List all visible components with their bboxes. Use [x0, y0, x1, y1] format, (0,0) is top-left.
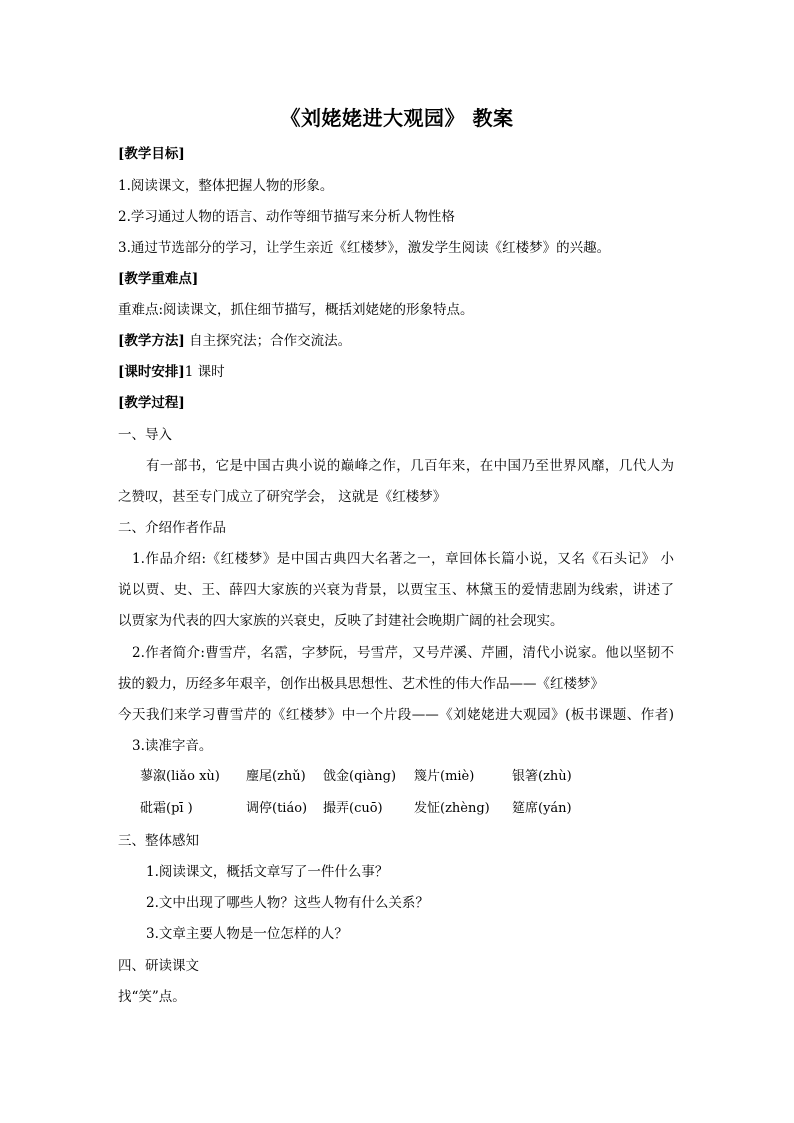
pronunciation-heading: 3.读准字音。 [132, 738, 213, 754]
author-intro-line-1: 2.作者简介:曹雪芹，名霑，字梦阮，号雪芹，又号芹溪、芹圃，清代小说家。他以坚韧不 [132, 645, 674, 661]
work-intro-line-3: 以贾家为代表的四大家族的兴衰史，反映了封建社会晚期广阔的社会现实。 [118, 613, 564, 629]
pinyin-item: 砒霜(pī ) [140, 801, 193, 816]
question-1: 1.阅读课文，概括文章写了一件什么事？ [146, 864, 389, 880]
question-2: 2.文中出现了哪些人物？这些人物有什么关系？ [146, 895, 429, 911]
pinyin-item: 蓼溆(liǎo xù) [140, 769, 220, 784]
pinyin-item: 撮弄(cuō) [323, 801, 383, 816]
author-intro-line-2: 拔的毅力，历经多年艰辛，创作出极具思想性、艺术性的伟大作品——《红楼梦》 [118, 676, 604, 692]
part-heading-intro: 一、导入 [118, 427, 172, 443]
schedule-text: 1 课时 [184, 364, 225, 380]
question-3: 3.文章主要人物是一位怎样的人？ [146, 926, 348, 942]
part-heading-study: 四、研读课文 [118, 958, 199, 974]
part-heading-author-work: 二、介绍作者作品 [118, 520, 226, 536]
pinyin-item: 调停(tiáo) [246, 801, 308, 816]
intro-paragraph-line-1: 有一部书，它是中国古典小说的巅峰之作，几百年来，在中国乃至世界风靡，几代人为 [146, 458, 674, 474]
teaching-method-line [118, 331, 351, 351]
section-heading-key-points: [教学重难点] [118, 271, 199, 287]
pinyin-item: 篾片(miè) [414, 769, 475, 784]
find-laugh-text: 找“笑”点。 [118, 989, 186, 1005]
pinyin-item: 戗金(qiàng) [323, 769, 397, 784]
schedule-line [118, 362, 225, 382]
pinyin-item: 银箸(zhù) [512, 769, 572, 784]
teaching-method-label: [教学方法] [118, 333, 185, 349]
today-lesson-line: 今天我们来学习曹雪芹的《红楼梦》中一个片段——《刘姥姥进大观园》(板书课题、作者) [118, 707, 674, 723]
part-heading-overall: 三、整体感知 [118, 833, 199, 849]
teaching-method-text: 自主探究法；合作交流法。 [184, 333, 352, 349]
work-intro-line-2: 说以贾、史、王、薛四大家族的兴衰为背景，以贾宝玉、林黛玉的爱情悲剧为线索，讲述了 [118, 582, 674, 598]
section-heading-process: [教学过程] [118, 395, 185, 411]
goal-item-2: 2.学习通过人物的语言、动作等细节描写来分析人物性格 [118, 209, 455, 225]
document-title: 《刘姥姥进大观园》 教案 [280, 106, 514, 130]
work-intro-line-1: 1.作品介绍:《红楼梦》是中国古典四大名著之一，章回体长篇小说，又名《石头记》 小 [132, 551, 674, 567]
goal-item-3: 3.通过节选部分的学习，让学生亲近《红楼梦》，激发学生阅读《红楼梦》的兴趣。 [118, 240, 611, 256]
pinyin-item: 麈尾(zhǔ) [246, 769, 306, 784]
pinyin-item: 筵席(yán) [512, 801, 572, 816]
key-points-text: 重难点:阅读课文，抓住细节描写，概括刘姥姥的形象特点。 [118, 302, 474, 318]
section-heading-goals: [教学目标] [118, 146, 185, 162]
goal-item-1: 1.阅读课文，整体把握人物的形象。 [118, 178, 334, 194]
intro-paragraph-line-2: 之赞叹，甚至专门成立了研究学会， 这就是《红楼梦》 [118, 489, 447, 505]
schedule-label: [课时安排] [118, 364, 185, 380]
pinyin-item: 发怔(zhèng) [414, 801, 490, 816]
